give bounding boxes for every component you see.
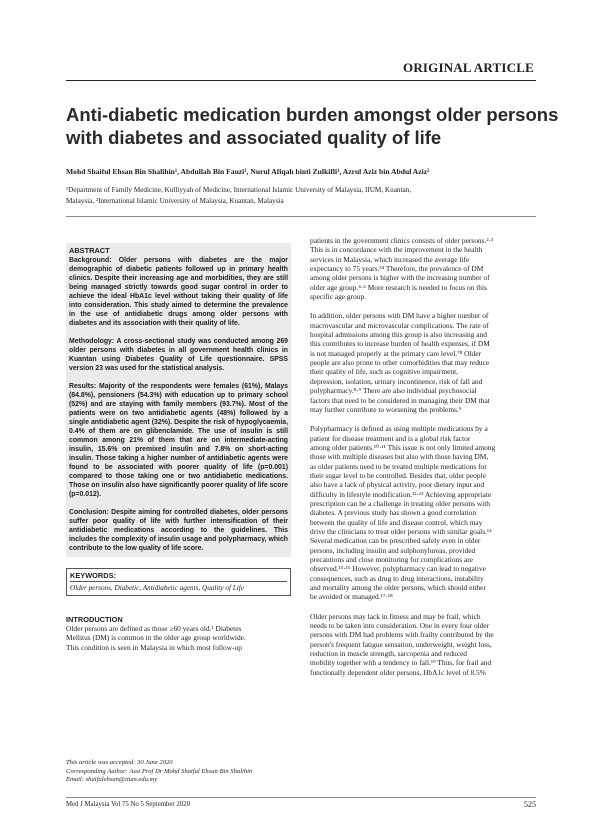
affiliation-rule [66, 216, 536, 217]
journal-reference: Med J Malaysia Vol 75 No 5 September 2020 [66, 801, 190, 808]
text-line: polypharmacy.⁸·⁹ There are also individual psychosocial [310, 386, 477, 396]
abstract-conclusion: Conclusion: Despite aiming for controlled diabetes, older persons suffer poor quality of life with further intensification of their antidiabetic medications according to the guidelines. This includes the complexity of insulin usage and polypharmacy, which contribute to the low quality of life score. [69, 509, 288, 552]
text-line: macrovascular and microvascular complications. The rate of [310, 320, 489, 330]
text-line: persons with DM had problems with frailty contributed by the [310, 630, 494, 640]
author-list: Mohd Shaiful Ehsan Bin Shalihin¹, Abdullah Bin Fauzi¹, Nurul Afiqah binti Zulkifli¹, Azrul Aziz bin Abdul Aziz² [66, 167, 430, 176]
text-line: services in Malaysia, which increased the average life [310, 254, 470, 264]
text-line: among older patients.¹⁰·¹¹ This issue is not only limited among [310, 442, 496, 452]
abstract-box [66, 243, 291, 557]
abstract-background: Background: Older persons with diabetes are the major demographic of diabetic patients followed up in primary health clinics. Despite their increasing age and morbidities, they are still being managed strictly towards good sugar control in order to achieve the ideal HbA1c level without taking their quality of life into consideration. This study aimed to determine the prevalence in the use of antidiabetic drugs among older persons with diabetes and its association with their quality of life. [69, 257, 288, 327]
text-line: hospital admissions among this group is also increasing and [310, 330, 487, 340]
body-paragraph [310, 612, 536, 677]
title-line: Anti-diabetic medication burden amongst older persons [66, 104, 559, 125]
text-line: Several medication can be prescribed safely even in older [310, 536, 481, 546]
text-line: specific age group. [310, 292, 367, 302]
text-line: and mortality among the older persons, which should either [310, 583, 486, 593]
page-number: 525 [524, 800, 536, 809]
text-line: prescription can be a challenge in treating older persons with [310, 498, 490, 508]
affiliations [66, 185, 536, 206]
article-title [66, 103, 559, 149]
body-paragraph [310, 311, 536, 414]
introduction-paragraph [66, 624, 291, 652]
affiliation-line: ¹Department of Family Medicine, Kulliyyah of Medicine, International Islamic University of Malaysia, IIUM, Kuantan, [66, 186, 412, 194]
text-line: This condition is seen in Malaysia in which most follow-up [66, 642, 242, 652]
text-line: functionally dependent older persons, HbA1c level of 8.5% [310, 667, 486, 677]
text-line: patients in the government clinics consists of older persons.²·³ [310, 236, 494, 245]
text-line: among older persons is higher with the increasing number of [310, 273, 490, 283]
text-line: needs to be taken into consideration. One in every four older [310, 621, 490, 631]
corresponding-author-note: Corresponding Author: Asst Prof Dr Mohd Shaiful Ehsan Bin Shalihin [66, 767, 253, 775]
text-line: factors that need to be considered in managing their DM that [310, 395, 490, 405]
text-line: as older patients need to be treated multiple medications for [310, 461, 487, 471]
text-line: Mellitus (DM) is common in the older age group worldwide. [66, 633, 246, 643]
text-line: person's frequent fatigue sensation, underweight, weight loss, [310, 639, 492, 649]
text-line: their sugar level to be controlled. Besides that, older people [310, 470, 486, 480]
keywords-box [66, 568, 291, 596]
footnotes [66, 759, 291, 785]
body-paragraph [310, 424, 536, 602]
text-line: between the quality of life and disease control, which may [310, 517, 483, 527]
text-line: also have a lack of physical activity, poor dietary input and [310, 480, 485, 490]
text-line: precautions and close monitoring for complications are [310, 555, 473, 564]
text-line: reduction in muscle strength, sarcopenia and reduced [310, 649, 467, 659]
keywords-text: Older persons, Diabetic, Antidiabetic agents, Quality of Life [70, 581, 287, 592]
accepted-note: This article was accepted: 30 June 2020 [66, 759, 173, 766]
affiliation-line: Malaysia, ²International Islamic University of Malaysia, Kuantan, Malaysia [66, 196, 284, 205]
abstract-heading: ABSTRACT [69, 246, 110, 255]
text-line: older age group.⁴·⁵ More research is needed to focus on this [310, 282, 487, 292]
text-line: be avoided or managed.¹⁷·¹⁸ [310, 592, 393, 602]
text-line: diabetes. A previous study has shown a good correlation [310, 508, 477, 518]
text-line: Older persons may lack in fitness and may be frail, which [310, 611, 481, 621]
email-note: Email: shaifulehsan@iium.edu.my [66, 776, 158, 784]
text-line: persons, including insulin and sulphonylureas, provided [310, 545, 476, 555]
text-line: is not managed properly at the primary care level.⁷⁸ Older [310, 348, 481, 358]
text-line: expectancy to 75 years.³⁴ Therefore, the prevalence of DM [310, 264, 484, 274]
right-column [310, 236, 536, 687]
section-label: ORIGINAL ARTICLE [403, 60, 534, 75]
text-line: This is in concordance with the improvement in the health [310, 245, 483, 255]
keywords-heading: KEYWORDS: [70, 571, 116, 580]
text-line: people are also prone to other comorbidities that may reduce [310, 358, 490, 368]
text-line: depression, isolation, urinary incontinence, risk of fall and [310, 376, 483, 386]
text-line: In addition, older persons with DM have a higher number of [310, 311, 489, 321]
abstract-methodology: Methodology: A cross-sectional study was conducted among 269 older persons with diabetes in all government health clinics in Kuantan using Diabetes Quality of Life questionnaire. SPSS version 23 was used for the statistical analysis. [69, 338, 288, 372]
text-line: Polypharmacy is defined as using multiple medications by a [310, 424, 488, 434]
text-line: may further contribute to worsening the problems.⁹ [310, 404, 462, 414]
text-line: observed.¹⁵·¹⁶ However, polypharmacy can lead to negative [310, 564, 486, 574]
text-line: those with multiple diseases but also with those having DM, [310, 452, 489, 462]
header-rule [66, 80, 536, 81]
title-line: with diabetes and associated quality of life [66, 127, 442, 148]
abstract-results: Results: Majority of the respondents were females (61%), Malays (84.8%), pensioners (54.3%) with education up to primary school (52%) and are staying with family members (93.7%). Most of the patients were on two antidiabetic agents (48%) followed by a single antidiabetic agent (32%). Despite the risk of hypoglycaemia, 0.4% of them are on glibenclamide. The use of insulin is still common among 21% of them that are on intermediate-acting insulin, 15.6% on premixed insulin and 7.8% on short-acting insulin. Those taking a higher number of antidiabetic agents were found to be associated with poorer quality of life (p=0.001) compared to those taking one or two antidiabetic medications. Those on insulin also have significantly poorer quality of life score (p=0.012). [69, 383, 288, 498]
footer-rule [66, 797, 536, 798]
text-line: mobility together with a tendency to fall.¹⁹ Thus, for frail and [310, 658, 492, 668]
text-line: consequences, such as drug to drug interactions, instability [310, 573, 484, 583]
left-column [66, 243, 291, 652]
text-line: drive the clinicians to treat older persons with similar goals.¹⁴ [310, 526, 492, 536]
text-line: difficulty in lifestyle modification.¹²·¹³ Achieving appropriate [310, 489, 492, 499]
body-paragraph [310, 236, 536, 301]
text-line: patient for disease treatment and is a global risk factor [310, 433, 471, 443]
introduction-heading: INTRODUCTION [66, 615, 123, 624]
text-line: this contributes to increase burden of health expenses, if DM [310, 339, 490, 349]
text-line: their quality of life, such as cognitive impairment, [310, 367, 458, 377]
text-line: Older persons are defined as those ≥60 years old.¹ Diabetes [66, 624, 242, 633]
